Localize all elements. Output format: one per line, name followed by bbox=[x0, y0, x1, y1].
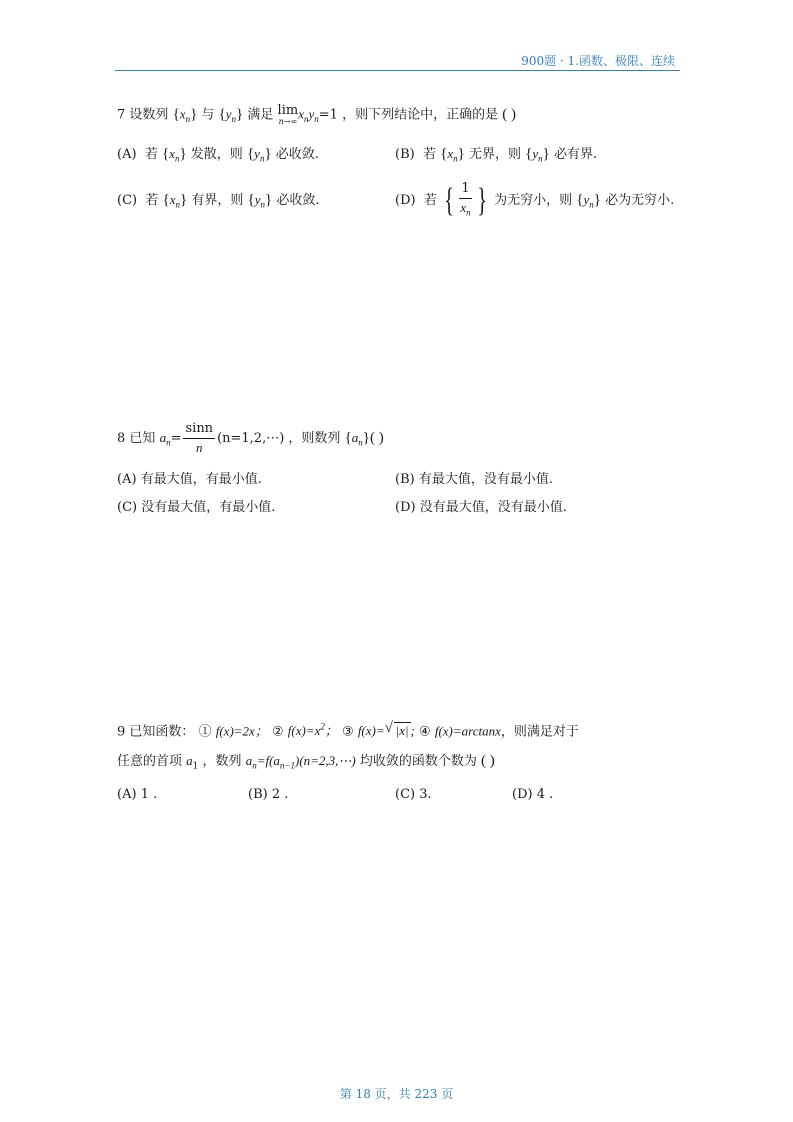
q8-number: 8 bbox=[117, 431, 126, 446]
q8-option-b: (B) 有最大值，没有最小值. bbox=[395, 472, 553, 487]
q8-option-d: (D) 没有最大值，没有最小值. bbox=[395, 500, 567, 515]
q9-sqrt: √ |x| bbox=[384, 720, 409, 739]
q7-option-a: (A) 若 $\{x_n\}$ 发散，则 $\{y_n\}$ 必收敛. bbox=[117, 146, 319, 164]
q9-option-c: (C) 3. bbox=[395, 787, 432, 802]
q9-option-a: (A) 1 . bbox=[117, 787, 158, 802]
header-title: 900题 · 1.函数、极限、连续 bbox=[521, 54, 675, 68]
q8-stem: 8 已知 $a_n=$ $\frac{\sin n}{n}$ (n=1,2,⋯) ，则数列 $\{a_n\}$( ) bbox=[117, 421, 384, 455]
q7-stem-pre: 设数列 bbox=[129, 107, 169, 123]
q9-option-b: (B) 2 . bbox=[248, 787, 289, 802]
q9-number: 9 bbox=[117, 724, 126, 740]
q7-option-c: (C) 若 $\{x_n\}$ 有界，则 $\{y_n\}$ 必收敛. bbox=[117, 192, 320, 210]
q9-stem-line1: 9 已知函数： ① f(x)=2x； ② $f(x)=x^2$； ③ f(x)= √ |x| ; ④ f(x)=arctanx，则满足对于 bbox=[117, 720, 579, 740]
q7-d-fraction: $\frac{1}{x_n}$ bbox=[460, 180, 471, 218]
q8-option-a: (A) 有最大值，有最小值. bbox=[117, 472, 262, 487]
page-number: 第 18 页，共 223 页 bbox=[339, 1087, 454, 1101]
q8-fraction: $\frac{\sin n}{n}$ bbox=[185, 421, 214, 455]
q9-option-d: (D) 4 . bbox=[512, 787, 554, 802]
q8-answer-blank: ( ) bbox=[369, 430, 384, 446]
q7-option-b: (B) 若 $\{x_n\}$ 无界，则 $\{y_n\}$ 必有界. bbox=[395, 146, 598, 164]
q8-option-c: (C) 没有最大值，有最小值. bbox=[117, 500, 276, 515]
q7-option-d: (D) 若 { $\frac{1}{x_n}$ } 为无穷小，则 $\{y_n\}$ 必为无穷小. bbox=[395, 178, 674, 227]
q9-answer-blank: ( ) bbox=[481, 753, 495, 769]
q9-stem-line2: 任意的首项 $a_1$ ，数列 $a_n=f(a_{n-1})(n=2,3,\cdots)$ 均收敛的函数个数为 ( ) bbox=[117, 753, 495, 772]
q7-limit: lim n→∞ bbox=[277, 103, 299, 126]
q7-number: 7 bbox=[117, 107, 126, 123]
q7-stem: 7 设数列 $\{x_n\}$ 与 $\{y_n\}$ 满足 lim n→∞ $x_ny_n=1$ ，则下列结论中，正确的是 ( ) bbox=[117, 103, 516, 126]
header-rule bbox=[115, 70, 680, 71]
q7-answer-blank: ( ) bbox=[502, 106, 516, 123]
